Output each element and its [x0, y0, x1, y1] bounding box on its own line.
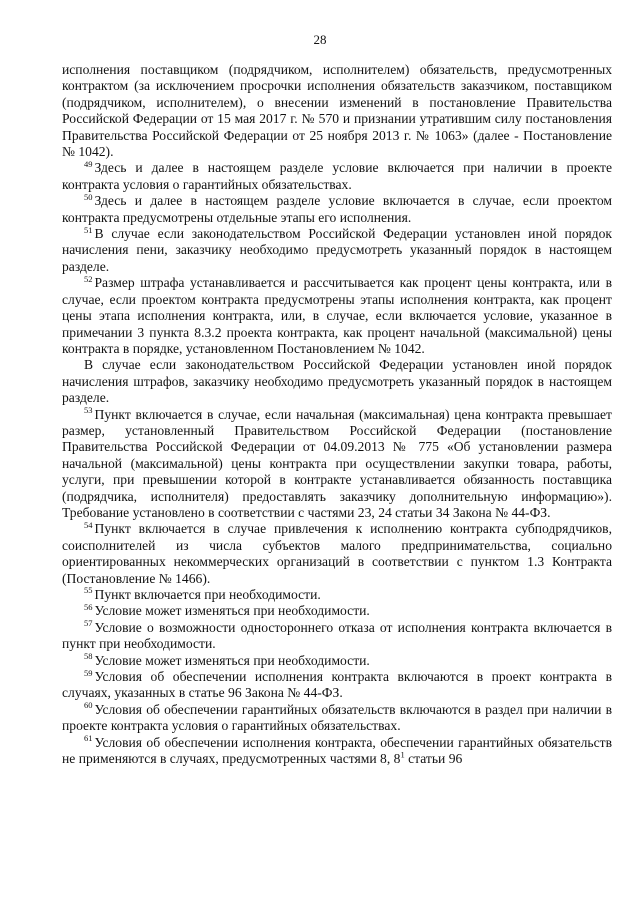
page-number: 28	[313, 32, 327, 47]
footnote-marker: 56	[84, 601, 93, 612]
footnote-marker: 53	[84, 405, 93, 415]
footnote-marker: 49	[84, 158, 93, 169]
footnote-marker: 55	[84, 585, 93, 596]
footnote-53: $^{53}$ Пункт включается в случае, если начальная (максимальная) цена контракта превышает размер, установленный Правительством Российской Федерации (постановление Правительства Российской Федерации от 04.09.2013 № 775 «Об установлении размера начальной (максимальной) цены контракта при осуществлении закупки товара, работы, услуги, при превышении которой в контракте устанавливается обязанность поставщика (подрядчика, исполнителя) предоставлять заказчику дополнительную информацию»). Требование установлено в соответствии с частями 23, 24 статьи 34 Закона № 44-ФЗ.	[62, 405, 612, 520]
paragraph-penalty-order: В случае если законодательством Российской Федерации установлен иной порядок начисления штрафов, заказчику необходимо предусмотреть указанный порядок в настоящем разделе.	[62, 357, 612, 406]
footnote-49: $^{49}$ Здесь и далее в настоящем разделе условие включается при наличии в проекте контракта условия о гарантийных обязательствах.	[62, 158, 612, 192]
footnote-55: $^{55}$ Пункт включается при необходимости.	[84, 585, 321, 602]
superscript-1: 1	[400, 749, 405, 760]
footnote-59: $^{59}$ Условия об обеспечении исполнения контракта включаются в проект контракта в случаях, указанных в статье 96 Закона № 44-ФЗ.	[62, 667, 612, 701]
footnote-56: $^{56}$ Условие может изменяться при необходимости.	[84, 601, 370, 619]
footnote-52: $^{52}$ Размер штрафа устанавливается и рассчитывается как процент цены контракта, или в случае, если проектом контракта предусмотрены этапы исполнения контракта, как процент цены этапа исполнения контракта, или, в случае, если включается условие, указанное в примечании 3 пункта 8.3.2 проекта контракта, как процент начальной (максимальной) цены контракта в порядке, установленном Постановлением № 1042.	[62, 273, 612, 356]
footnote-marker: 52	[84, 273, 93, 284]
paragraph-continuation: исполнения поставщиком (подрядчиком, исполнителем) обязательств, предусмотренных контрактом (за исключением просрочки исполнения обязательств заказчиком, поставщиком (подрядчиком, исполнителем), о внесении изменений в постановление Правительства Российской Федерации от 15 мая 2017 г. № 570 и признании утратившим силу постановления Правительства Российской Федерации от 25 ноября 2013 г. № 1063» (далее - Постановление № 1042).	[62, 62, 612, 160]
footnote-marker: 60	[84, 700, 93, 711]
footnote-58: $^{58}$ Условие может изменяться при необходимости.	[84, 651, 370, 668]
footnote-marker: 57	[84, 618, 93, 629]
footnote-marker: 58	[84, 651, 93, 662]
footnote-marker: 51	[84, 224, 93, 235]
footnote-54: $^{54}$ Пункт включается в случае привлечения к исполнению контракта субподрядчиков, соисполнителей из числа субъектов малого предпринимательства, социально ориентированных некоммерческих организаций в соответствии с пунктом 1.3 Контракта (Постановление № 1466).	[62, 519, 612, 586]
footnote-60: $^{60}$ Условия об обеспечении гарантийных обязательств включаются в раздел при наличии в проекте контракта условия о гарантийных обязательствах.	[62, 700, 612, 734]
footnote-marker: 54	[84, 519, 93, 530]
footnote-50: $^{50}$ Здесь и далее в настоящем разделе условие включается в случае, если проектом контракта предусмотрены отдельные этапы его исполнения.	[62, 191, 612, 225]
footnote-61: $^{61}$ Условия об обеспечении исполнения контракта, обеспечении гарантийных обязательств не применяются в случаях, предусмотренных частями 8, $8^1$ статьи 96	[62, 733, 612, 767]
footnotes-body	[62, 62, 612, 767]
footnote-57: $^{57}$ Условие о возможности одностороннего отказа от исполнения контракта включается в пункт при необходимости.	[62, 618, 612, 652]
footnote-51: $^{51}$ В случае если законодательством Российской Федерации установлен иной порядок начисления пени, заказчику необходимо предусмотреть указанный порядок в настоящем разделе.	[62, 224, 612, 274]
footnote-marker: 61	[84, 733, 93, 744]
footnote-marker: 59	[84, 667, 93, 678]
footnote-marker: 50	[84, 191, 93, 202]
